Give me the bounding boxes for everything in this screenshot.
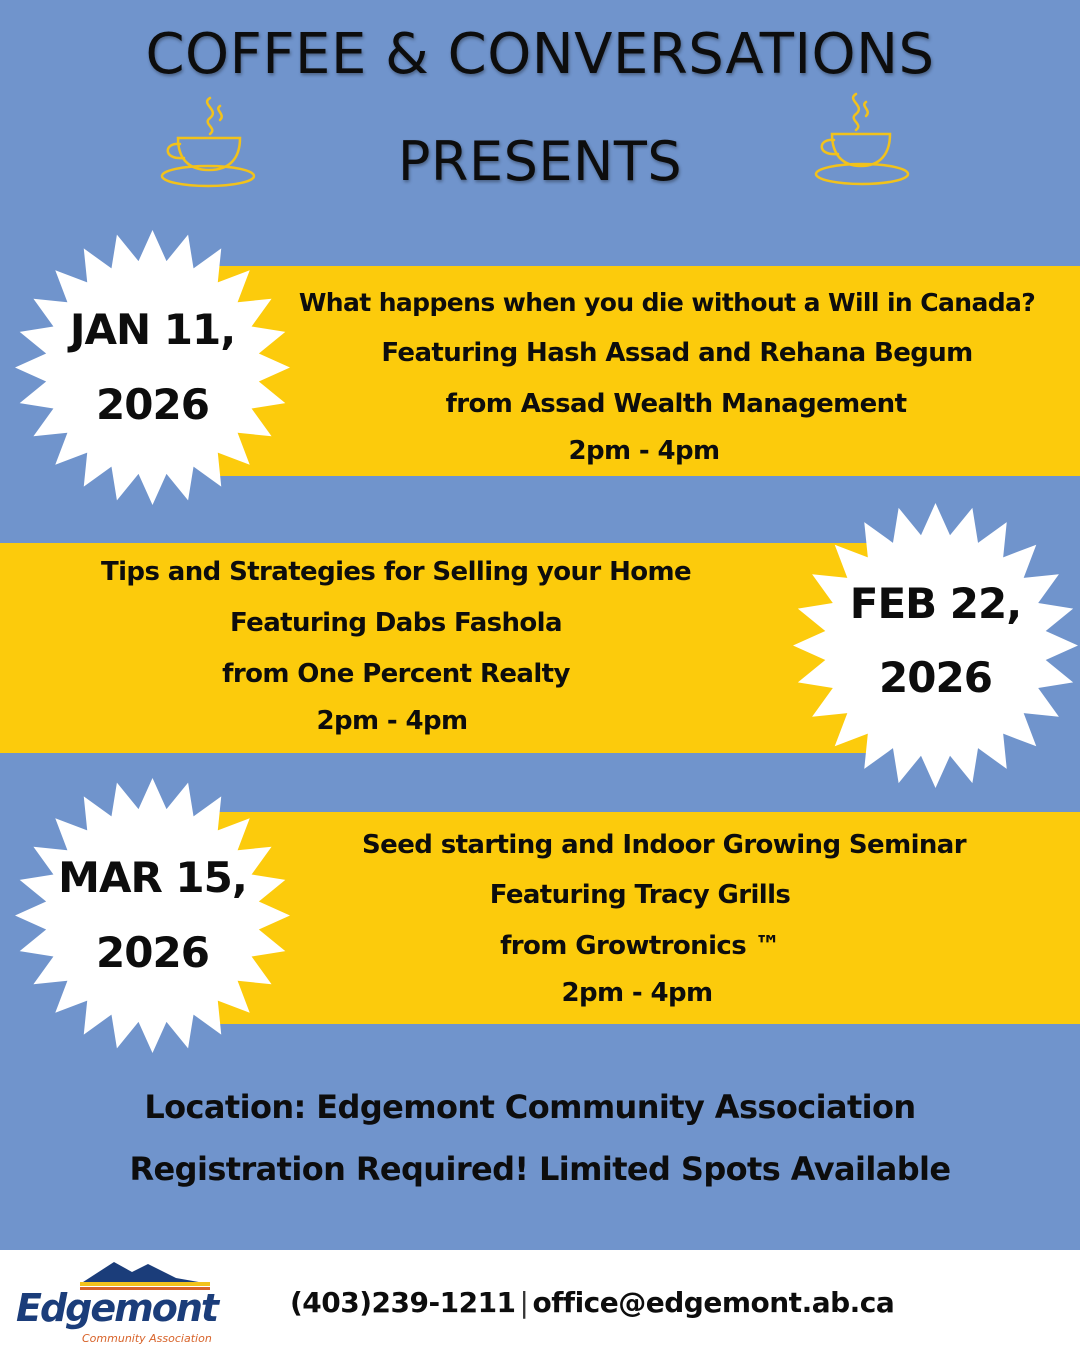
event-date-line-2: 2026 [96,380,209,429]
event-band-2 [0,543,870,753]
event-topic: What happens when you die without a Will in Canada? [298,288,1036,317]
starburst-icon [15,230,290,505]
event-time: 2pm - 4pm [568,436,720,466]
starburst-icon [15,778,290,1053]
starburst-shape [15,778,290,1053]
starburst-icon [793,503,1078,788]
event-band-1 [210,266,1080,476]
event-featuring: Featuring Hash Assad and Rehana Begum [381,338,973,368]
registration-text: Registration Required! Limited Spots Available [129,1150,951,1188]
event-date-line-1: JAN 11, [69,305,236,354]
phone-number[interactable]: (403)239-1211 [290,1286,516,1319]
event-featuring: Featuring Dabs Fashola [230,608,562,638]
logo-name: Edgemont [16,1286,218,1330]
event-band-3 [210,812,1080,1024]
footer [0,1250,1080,1350]
starburst-shape [793,503,1078,788]
event-from: from Growtronics ™ [500,931,780,961]
logo-subtitle: Community Association [82,1332,212,1345]
location-text: Location: Edgemont Community Association [144,1088,916,1126]
coffee-cup-icon [148,92,258,192]
event-date-line-1: FEB 22, [849,579,1022,628]
date-burst-2 [793,503,1078,788]
email-link[interactable]: office@edgemont.ab.ca [532,1286,895,1319]
event-date-line-1: MAR 15, [58,853,247,902]
date-burst-3 [15,778,290,1053]
title-line-2: PRESENTS [397,130,683,193]
contact-info [290,1286,894,1319]
event-date-line-2: 2026 [879,653,992,702]
event-time: 2pm - 4pm [561,978,713,1008]
event-date-line-2: 2026 [96,928,209,977]
event-topic: Seed starting and Indoor Growing Seminar [362,830,966,860]
date-burst-1 [15,230,290,505]
event-topic: Tips and Strategies for Selling your Home [100,557,692,587]
event-featuring: Featuring Tracy Grills [489,880,791,910]
event-from: from One Percent Realty [222,659,570,689]
edgemont-logo [14,1256,234,1348]
event-time: 2pm - 4pm [316,706,468,736]
title-line-1: COFFEE & CONVERSATIONS [145,22,935,87]
starburst-shape [15,230,290,505]
event-from: from Assad Wealth Management [445,389,907,419]
coffee-cup-icon [800,90,910,190]
contact-separator: | [519,1286,529,1319]
